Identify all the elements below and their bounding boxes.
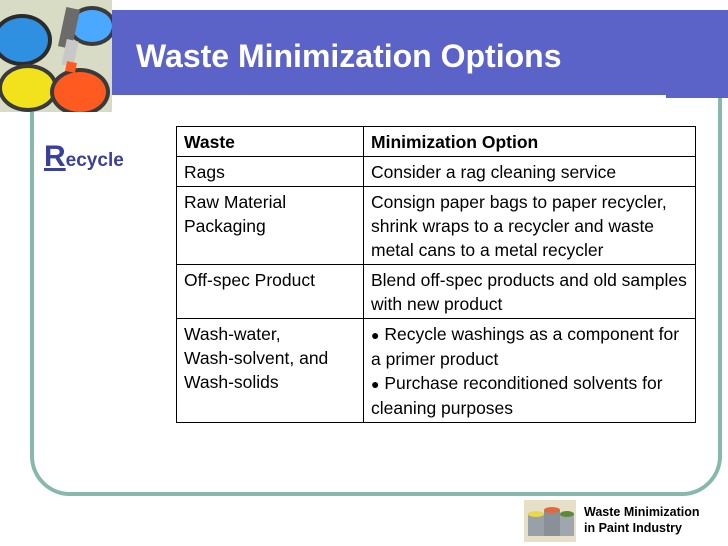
slide-title: Waste Minimization Options: [136, 38, 562, 74]
section-label-recycle: [44, 140, 124, 174]
waste-text: Wash-solvent, and Wash-solids: [184, 348, 329, 392]
title-underline: [110, 95, 666, 99]
option-text: Recycle washings as a component for a primer product: [371, 324, 680, 369]
waste-text: Raw Material Packaging: [184, 192, 287, 236]
waste-cell: [177, 265, 364, 319]
header-waste: Waste: [177, 127, 364, 157]
footer-caption: [584, 504, 700, 536]
option-cell: [364, 319, 696, 423]
section-label-initial: R: [44, 140, 66, 173]
option-bullet-item: [371, 371, 687, 420]
header-minimization-option: Minimization Option: [364, 127, 696, 157]
paint-cans-icon: [524, 500, 576, 542]
option-cell: [364, 187, 696, 265]
table-row: [177, 265, 696, 319]
waste-cell: [177, 319, 364, 423]
option-text: Consider a rag cleaning service: [371, 162, 617, 182]
option-text: Purchase reconditioned solvents for cleaning purposes: [371, 373, 663, 418]
waste-cell: [177, 157, 364, 187]
option-text: Blend off-spec products and old samples with new product: [371, 270, 687, 314]
section-label-rest: ecycle: [65, 150, 124, 171]
waste-text: Rags: [184, 162, 225, 182]
table-header-row: [177, 127, 696, 157]
option-cell: [364, 265, 696, 319]
bullet-icon: ●: [371, 376, 380, 392]
waste-cell: [177, 187, 364, 265]
table-row: [177, 319, 696, 423]
table-row: [177, 157, 696, 187]
table-row: [177, 187, 696, 265]
bullet-icon: ●: [371, 327, 380, 343]
option-bullet-item: [371, 322, 687, 371]
waste-text: Wash-water,: [184, 324, 281, 344]
option-cell: [364, 157, 696, 187]
waste-text: Off-spec Product: [184, 270, 315, 290]
footer-line-1: Waste Minimization: [584, 505, 700, 519]
footer-line-2: in Paint Industry: [584, 521, 682, 535]
paint-cans-brush-icon: [0, 0, 112, 112]
waste-options-table: [176, 126, 696, 423]
option-text: Consign paper bags to paper recycler, shrink wraps to a recycler and waste metal cans to a metal recycler: [371, 192, 667, 260]
